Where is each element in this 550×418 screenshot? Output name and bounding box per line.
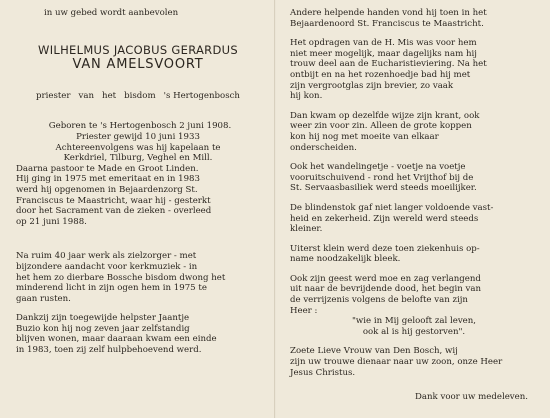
text-line: zijn vergrootglas zijn brevier, zo vaak bbox=[290, 80, 454, 91]
career-paragraph bbox=[16, 251, 260, 304]
helper-paragraph bbox=[16, 313, 260, 355]
text-line: de verrijzenis volgens de belofte van zijn bbox=[290, 295, 468, 306]
left-page bbox=[0, 0, 274, 418]
bio-line: Achtereenvolgens was hij kapelaan te bbox=[55, 142, 221, 153]
text-line: niet meer mogelijk, maar dagelijks nam hij bbox=[290, 48, 477, 59]
bio-line: werd hij opgenomen in Bejaardenzorg St. bbox=[16, 184, 198, 195]
bio-line: Kerkdriel, Tilburg, Veghel en Mill. bbox=[63, 153, 213, 164]
text-line: name noodzakelijk bleek. bbox=[290, 254, 401, 265]
quote-line: "wie in Mij gelooft zal leven, bbox=[351, 316, 477, 327]
intro-line: in uw gebed wordt aanbevolen bbox=[44, 8, 179, 18]
deceased-surname: VAN AMELSVOORT bbox=[72, 57, 204, 73]
text-line: St. Servaasbasiliek werd steeds moeilijker. bbox=[290, 183, 477, 194]
text-line: weer zin voor zin. Alleen de grote koppen bbox=[290, 121, 472, 132]
text-line: blijven wonen, maar daaraan kwam een einde bbox=[16, 334, 217, 345]
bio-line: Hij ging in 1975 met emeritaat en in 1983 bbox=[16, 174, 200, 185]
text-line: trouw deel aan de Eucharistieviering. Na het bbox=[290, 59, 487, 70]
text-line: minderend licht in zijn ogen hem in 1975 te bbox=[16, 283, 207, 294]
text-line: Ook het wandelingetje - voetje na voetje bbox=[290, 162, 466, 173]
text-line: heid en zekerheid. Zijn wereld werd steeds bbox=[290, 213, 479, 224]
role-word: priester bbox=[36, 90, 71, 101]
paragraph-newspaper bbox=[290, 111, 538, 153]
bio-line: Franciscus te Maastricht, waar hij - gesterkt bbox=[16, 195, 211, 206]
text-line: Bejaardenoord St. Franciscus te Maastricht. bbox=[290, 18, 484, 29]
text-line: Zoete Lieve Vrouw van Den Bosch, wij bbox=[290, 346, 458, 357]
text-line: kon hij nog met moeite van elkaar bbox=[290, 131, 439, 142]
text-line: Buzio kon hij nog zeven jaar zelfstandig bbox=[16, 323, 190, 334]
bio-line: Priester gewijd 10 juni 1933 bbox=[76, 131, 200, 142]
thanks-signoff: Dank voor uw medeleven. bbox=[414, 392, 528, 403]
text-line: het hem zo dierbare Bossche bisdom dwong het bbox=[16, 272, 226, 283]
paragraph-walk bbox=[290, 162, 538, 194]
text-line: bijzondere aandacht voor kerkmuziek - in bbox=[16, 261, 198, 272]
role-word: het bbox=[102, 90, 117, 101]
text-line: Uiterst klein werd deze toen ziekenhuis op- bbox=[290, 243, 480, 254]
role-word: van bbox=[78, 90, 95, 101]
bio-line: door het Sacrament van de zieken - overleed bbox=[16, 206, 212, 217]
text-line: gaan rusten. bbox=[16, 293, 71, 304]
paragraph-cane bbox=[290, 203, 538, 235]
text-line: ontbijt en na het rozenhoedje bad hij met bbox=[290, 69, 471, 80]
text-line: in 1983, toen zij zelf hulpbehoevend werd. bbox=[16, 345, 202, 356]
text-line: onderscheiden. bbox=[290, 142, 357, 153]
bio-line: op 21 juni 1988. bbox=[16, 216, 87, 227]
role-word: bisdom bbox=[124, 90, 156, 101]
role-word: 's Hertogenbosch bbox=[163, 90, 240, 101]
scripture-quote bbox=[290, 316, 538, 337]
text-line: vooruitschuivend - rond het Vrijthof bij de bbox=[290, 172, 474, 183]
bio-line: Daarna pastoor te Made en Groot Linden. bbox=[16, 163, 199, 174]
text-line: Ook zijn geest werd moe en zag verlangend bbox=[290, 273, 481, 284]
paragraph-mass bbox=[290, 38, 538, 102]
text-line: zijn uw trouwe dienaar naar uw zoon, onze Heer bbox=[290, 357, 503, 368]
paragraph-spirit bbox=[290, 274, 538, 316]
text-line: hij kon. bbox=[290, 91, 323, 102]
right-page bbox=[276, 0, 550, 418]
biography bbox=[16, 121, 260, 227]
bio-line: Geboren te 's Hertogenbosch 2 juni 1908. bbox=[48, 121, 232, 132]
text-line: Het opdragen van de H. Mis was voor hem bbox=[290, 38, 477, 49]
text-line: Dankzij zijn toegewijde helpster Jaantje bbox=[16, 313, 190, 324]
deceased-given-names: WILHELMUS JACOBUS GERARDUS bbox=[38, 42, 238, 57]
text-line: De blindenstok gaf niet langer voldoende vast- bbox=[290, 202, 494, 213]
text-line: Jesus Christus. bbox=[290, 367, 356, 378]
paragraph-hospital bbox=[290, 244, 538, 265]
paragraph-care-home bbox=[290, 8, 538, 29]
text-line: kleiner. bbox=[290, 224, 323, 235]
text-line: Na ruim 40 jaar werk als zielzorger - met bbox=[16, 251, 197, 262]
paragraph-prayer bbox=[290, 346, 538, 378]
role-line bbox=[36, 91, 240, 102]
quote-line: ook al is hij gestorven". bbox=[362, 326, 466, 337]
text-line: Andere helpende handen vond hij toen in het bbox=[290, 8, 487, 18]
text-line: uit naar de bevrijdende dood, het begin van bbox=[290, 284, 482, 295]
text-line: Heer : bbox=[290, 305, 318, 316]
text-line: Dan kwam op dezelfde wijze zijn krant, ook bbox=[290, 110, 480, 121]
